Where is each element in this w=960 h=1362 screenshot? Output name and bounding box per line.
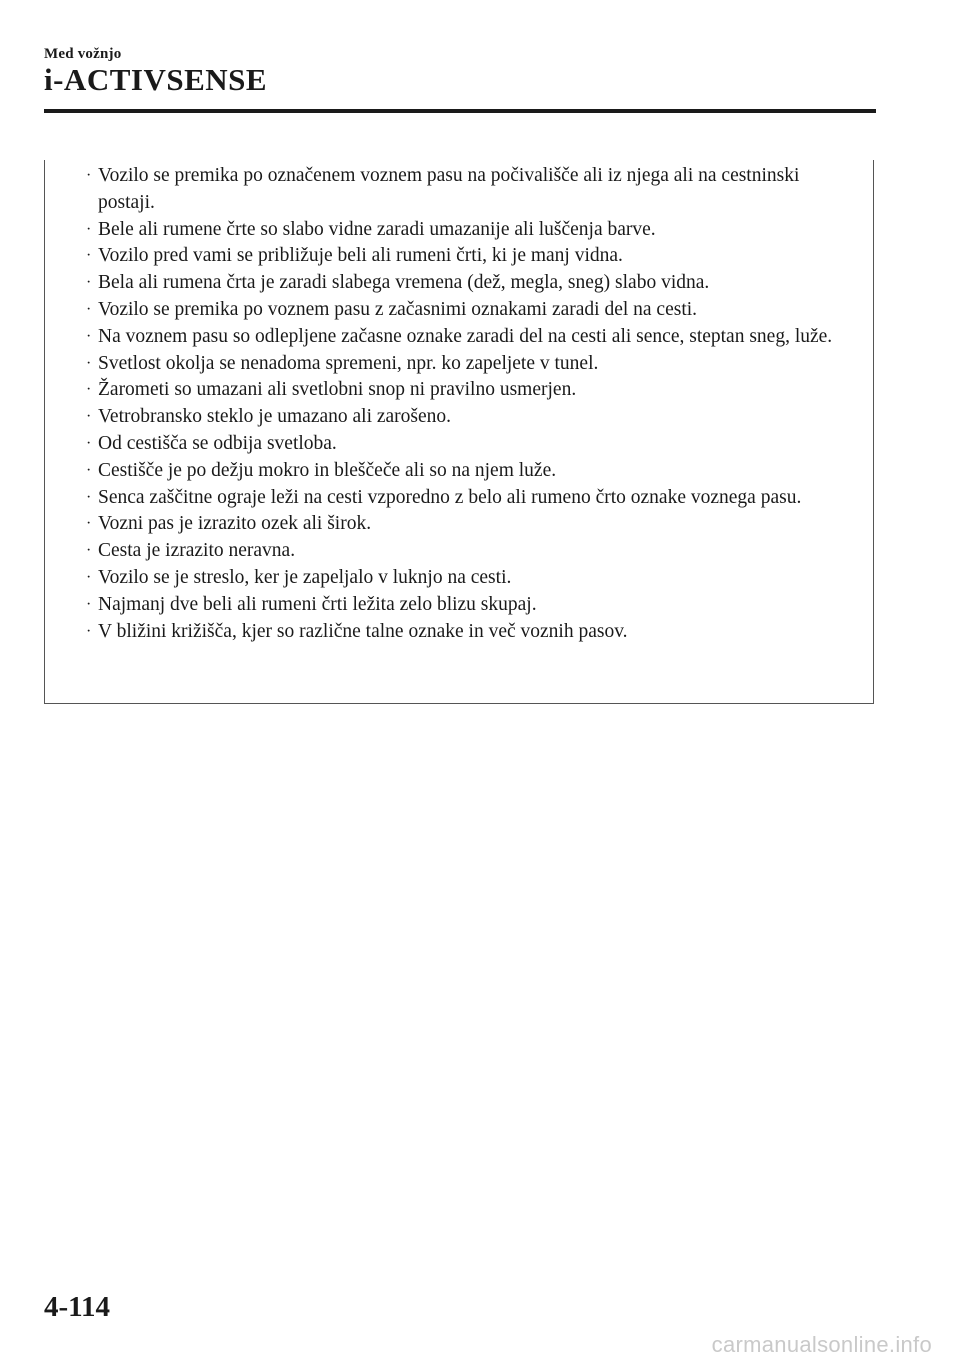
condition-text: Svetlost okolja se nenadoma spremeni, npr. ko zapeljete v tunel.: [98, 352, 599, 374]
bullet-icon: ·: [86, 461, 92, 479]
bullet-icon: ·: [86, 568, 92, 586]
condition-text: Vozilo se je streslo, ker je zapeljalo v luknjo na cesti.: [98, 566, 512, 588]
condition-item: [86, 163, 857, 217]
condition-text: Senca zaščitne ograje leži na cesti vzporedno z belo ali rumeno črto oznake voznega pasu.: [98, 486, 802, 508]
condition-text: Vozilo se premika po označenem voznem pasu na počivališče ali iz njega ali na cestninski postaji.: [98, 165, 800, 213]
condition-item: [86, 217, 857, 244]
bullet-icon: ·: [86, 354, 92, 372]
condition-text: Vetrobransko steklo je umazano ali zarošeno.: [98, 406, 452, 428]
condition-item: [86, 270, 857, 297]
condition-item: [86, 485, 857, 512]
condition-item: [86, 324, 857, 351]
condition-item: [86, 538, 857, 565]
condition-item: [86, 511, 857, 538]
condition-text: Vozilo se premika po voznem pasu z začasnimi oznakami zaradi del na cesti.: [98, 298, 698, 320]
bullet-icon: ·: [86, 595, 92, 613]
bullet-icon: ·: [86, 220, 92, 238]
bullet-icon: ·: [86, 300, 92, 318]
condition-item: [86, 619, 857, 646]
conditions-box: [44, 160, 874, 704]
condition-text: Bela ali rumena črta je zaradi slabega vremena (dež, megla, sneg) slabo vidna.: [98, 272, 710, 294]
condition-item: [86, 351, 857, 378]
condition-text: Žarometi so umazani ali svetlobni snop ni pravilno usmerjen.: [98, 379, 577, 401]
bullet-icon: ·: [86, 274, 92, 292]
condition-item: [86, 377, 857, 404]
bullet-icon: ·: [86, 622, 92, 640]
page-number: 4-114: [44, 1291, 111, 1323]
page-title: i-ACTIVSENSE: [44, 62, 268, 97]
condition-text: Na voznem pasu so odlepljene začasne oznake zaradi del na cesti ali sence, steptan sneg, luže.: [98, 325, 833, 347]
condition-text: Vozni pas je izrazito ozek ali širok.: [98, 513, 372, 535]
bullet-icon: ·: [86, 381, 92, 399]
condition-text: Cesta je izrazito neravna.: [98, 540, 296, 562]
title-divider: [44, 109, 876, 113]
condition-item: [86, 297, 857, 324]
condition-text: Najmanj dve beli ali rumeni črti ležita zelo blizu skupaj.: [98, 593, 537, 615]
bullet-icon: ·: [86, 247, 92, 265]
condition-text: Bele ali rumene črte so slabo vidne zaradi umazanije ali luščenja barve.: [98, 218, 656, 240]
bullet-icon: ·: [86, 167, 92, 184]
condition-text: Cestišče je po dežju mokro in bleščeče ali so na njem luže.: [98, 459, 557, 481]
watermark-text: carmanualsonline.info: [711, 1332, 932, 1357]
condition-item: [86, 592, 857, 619]
condition-text: V bližini križišča, kjer so različne talne oznake in več voznih pasov.: [98, 620, 628, 642]
bullet-icon: ·: [86, 327, 92, 345]
section-label: Med vožnjo: [44, 46, 122, 62]
condition-text: Vozilo pred vami se približuje beli ali rumeni črti, ki je manj vidna.: [98, 245, 623, 267]
bullet-icon: ·: [86, 542, 92, 560]
condition-text: Od cestišča se odbija svetloba.: [98, 432, 337, 454]
bullet-icon: ·: [86, 515, 92, 533]
condition-item: [86, 565, 857, 592]
bullet-icon: ·: [86, 408, 92, 426]
bullet-icon: ·: [86, 488, 92, 506]
condition-item: [86, 243, 857, 270]
condition-item: [86, 431, 857, 458]
condition-item: [86, 404, 857, 431]
condition-item: [86, 458, 857, 485]
conditions-list: [45, 160, 873, 645]
bullet-icon: ·: [86, 434, 92, 452]
